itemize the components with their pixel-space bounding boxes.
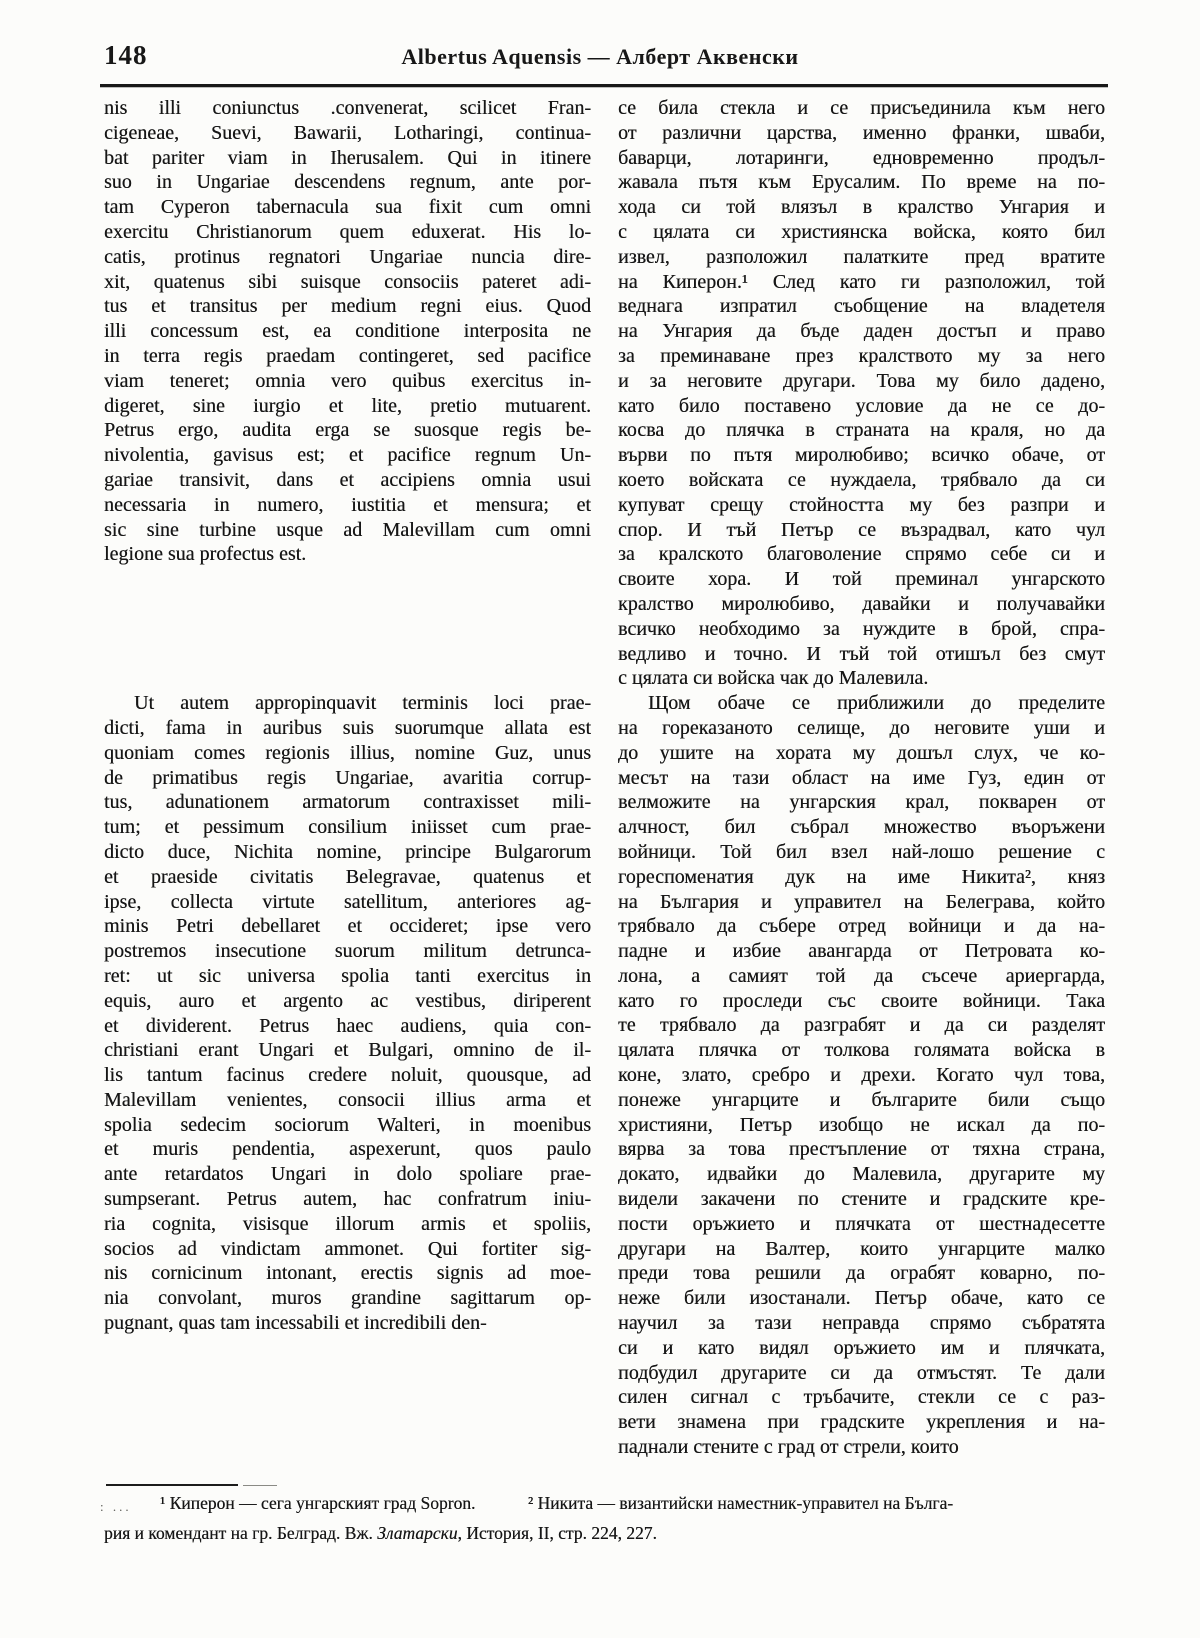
text-line: illi concessum est, ea conditione interposita ne (104, 320, 591, 343)
text-line: извел, разположил палатките пред вратите (618, 245, 1105, 268)
text-line: лона, а самият той да съсече ариергарда, (618, 964, 1105, 987)
page-title: Albertus Aquensis — Алберт Аквенски (401, 44, 799, 69)
text-line: tum; et pessimum consilium iniisset cum prae- (104, 816, 591, 839)
text-line: за преминаване през кралството му за него (618, 344, 1105, 367)
text-line: catis, protinus regnatori Ungariae nuncia dire- (104, 245, 591, 268)
text-line: suo in Ungariae descendens regnum, ante por- (104, 171, 591, 194)
text-line: вети знамена при градските укрепления и на- (618, 1411, 1105, 1434)
bulgarian-text-column (618, 96, 1105, 1460)
text-line: Щом обаче се приближили до пределите (648, 692, 1105, 715)
text-line: купуват срещу стойността му без разпри и (618, 493, 1105, 516)
text-line: Ut autem appropinquavit terminis loci prae- (134, 692, 591, 715)
text-line: своите хора. И той преминал унгарското (618, 568, 1105, 591)
text-line: войници. Той бил взел най-лошо решение с (618, 840, 1105, 863)
text-line: tus et transitus per medium regni eius. Quod (104, 295, 591, 318)
text-line: жавала пътя към Ерусалим. По време на по- (618, 171, 1105, 194)
paragraph (618, 691, 1105, 1460)
text-line: nis cornicinum intonant, erectis signis ad moe- (104, 1262, 591, 1285)
footnote-segment (475, 1493, 528, 1513)
text-line: хода си той влязъл в кралство Унгария и (618, 196, 1105, 219)
text-line: силен сигнал с тръбачите, стекли се с раз- (618, 1386, 1105, 1409)
text-line: което войската се нуждаела, трябвало да си (618, 468, 1105, 491)
text-line: с цялата си християнска войска, която бил (618, 220, 1105, 243)
text-line: sic sine turbine usque ad Malevillam cum omni (104, 518, 591, 541)
text-line: всичко необходимо за нуждите в брой, спра- (618, 617, 1105, 640)
text-line: socios ad vindictam ammonet. Qui fortiter sig- (104, 1237, 591, 1260)
footnote-segment: ² Никита — византийски наместник-управител на Бълга- (527, 1493, 954, 1513)
text-line: гореспоменатия дук на име Никита², княз (618, 865, 1105, 888)
text-line: пости оръжието и плячката от шестнадесетте (618, 1212, 1105, 1235)
text-line: месът на тази област на име Гуз, един от (618, 766, 1105, 789)
text-line: nis illi coniunctus .convenerat, scilicet Fran- (104, 97, 591, 119)
text-line: tus, adunationem armatorum contraxisset mili- (104, 791, 591, 814)
text-line: те трябвало да разграбят и да си разделят (618, 1014, 1105, 1037)
text-line: неже били изостанали. Петър обаче, като се (618, 1287, 1105, 1310)
text-line: minis Petri debellaret et occideret; ipse vero (104, 915, 591, 938)
text-line: ipse, collecta virtute satellitum, anteriores ag- (104, 890, 591, 913)
latin-text-column (104, 96, 591, 1336)
text-line: equis, auro et argento ac vestibus, diriperent (104, 989, 591, 1012)
text-line: et praeside civitatis Belegravae, quatenus et (104, 865, 591, 888)
text-line: баварци, лотаринги, едновременно продъл- (618, 146, 1105, 169)
text-line: ria cognita, visisque illorum armis et spoliis, (104, 1212, 591, 1235)
text-line: кралство миролюбиво, давайки и получавайки (618, 592, 1105, 615)
text-line: sumpserant. Petrus autem, hac confratrum iniu- (104, 1188, 591, 1211)
footnote-line (104, 1518, 1106, 1548)
text-line: паднали стените с град от стрели, които (618, 1436, 959, 1459)
text-line: viam teneret; omnia vero quibus exercitus in- (104, 369, 591, 392)
footnote-separator (106, 1484, 238, 1486)
footnote-line (104, 1488, 1106, 1518)
text-line: ret: ut sic universa spolia tanti exercitus in (104, 964, 591, 987)
text-line: exercitu Christianorum quem eduxerat. His lo- (104, 220, 591, 243)
text-line: tam Cyperon tabernacula sua fixit cum omni (104, 196, 591, 219)
paragraph (104, 96, 591, 567)
text-line: christiani erant Ungari et Bulgari, omnino de il- (104, 1039, 591, 1062)
text-line: nia convolant, muros grandine sagittarum op- (104, 1287, 591, 1310)
text-line: веднага изпратил съобщение на владетеля (618, 295, 1105, 318)
paragraph (104, 691, 591, 1336)
text-line: като било поставено условие да не се до- (618, 394, 1105, 417)
text-line: с цялата си войска чак до Малевила. (618, 667, 929, 690)
text-line: ante retardatos Ungari in dolo spoliare prae- (104, 1163, 591, 1186)
text-line: научил за тази неправда спрямо събратята (618, 1312, 1105, 1335)
text-line: и за неговите другари. Това му било дадено, (618, 369, 1105, 392)
paragraph (618, 96, 1105, 691)
text-line: на България и управител на Белеграва, който (618, 890, 1105, 913)
text-line: dicto duce, Nichita nomine, principe Bulgarorum (104, 840, 591, 863)
text-line: вярва за това престъпление от тяхна страна, (618, 1138, 1105, 1161)
footnote-segment: Златарски (377, 1523, 458, 1543)
text-line: postremos insecutione suorum militum detrunca- (104, 940, 591, 963)
text-line: xit, quatenus sibi suisque consociis pateret adi- (104, 270, 591, 293)
text-line: legione sua profectus est. (104, 543, 307, 566)
text-line: et dividerent. Petrus haec audiens, quia con- (104, 1014, 591, 1037)
text-line: de primatibus regis Ungariae, avaritia corrup- (104, 766, 591, 789)
text-line: другари на Валтер, които унгарците малко (618, 1237, 1105, 1260)
text-line: lis tantum facinus credere noluit, quousque, ad (104, 1064, 591, 1087)
text-line: bat pariter viam in Iherusalem. Qui in itinere (104, 146, 591, 169)
text-line: си и като видял оръжието им и плячката, (618, 1336, 1105, 1359)
text-line: nivolentia, gavisus est; et pacifice regnum Un- (104, 444, 591, 467)
text-line: на гореказаното селище, до неговите уши и (618, 716, 1105, 739)
text-line: на Унгария да бъде даден достъп и право (618, 320, 1105, 343)
footnote-segment: ¹ Киперон — сега унгарският град Sopron. (160, 1493, 476, 1513)
footnotes (104, 1488, 1106, 1548)
text-line: digeret, sine iurgio et lite, pretio mutuarent. (104, 394, 591, 417)
text-line: dicti, fama in auribus suis suorumque allata est (104, 716, 591, 739)
text-line: Malevillam venientes, consocii illius arma et (104, 1088, 591, 1111)
footnote-segment: рия и комендант на гр. Белград. Вж. (104, 1523, 378, 1543)
text-line: in terra regis praedam contingeret, sed pacifice (104, 344, 591, 367)
text-line: косва до плячка в страната на краля, но да (618, 419, 1105, 442)
text-line: християни, Петър изобщо не искал да по- (618, 1113, 1105, 1136)
text-line: Petrus ergo, audita erga se suosque regis be- (104, 419, 591, 442)
text-line: quoniam comes regionis illius, nomine Guz, unus (104, 741, 591, 764)
text-line: спор. И тъй Петър се възрадвал, като чул (618, 518, 1105, 541)
text-line: като го проследи със своите войници. Така (618, 989, 1105, 1012)
footnote-separator-tail (243, 1485, 277, 1486)
text-line: pugnant, quas tam incessabili et incredibili den- (104, 1312, 487, 1335)
text-line: за кралското благоволение спрямо себе си и (618, 543, 1105, 566)
text-line: видели закачени по стените и градските кре- (618, 1188, 1105, 1211)
text-line: от различни царства, именно франки, шваби, (618, 121, 1105, 144)
text-line: до ушите на хората му дошъл слух, че ко- (618, 741, 1105, 764)
text-line: ведливо и точно. И тъй той отишъл без смут (618, 642, 1105, 665)
text-line: коне, злато, сребро и дрехи. Когато чул това, (618, 1064, 1105, 1087)
text-line: подбудил другарите си да отмъстят. Те дали (618, 1361, 1105, 1384)
text-line: et muris pendentia, aspexerunt, quos paulo (104, 1138, 591, 1161)
footnote-segment: , История, II, стр. 224, 227. (457, 1523, 657, 1543)
text-line: цялата плячка от толкова голямата войска в (618, 1039, 1105, 1062)
text-line: понеже унгарците и българите били също (618, 1088, 1105, 1111)
text-line: се била стекла и се присъединила към него (618, 97, 1105, 119)
text-line: cigeneae, Suevi, Bawarii, Lotharingi, continua- (104, 121, 591, 144)
page-number: 148 (104, 40, 148, 70)
text-line: докато, идвайки до Малевила, другарите му (618, 1163, 1105, 1186)
text-line: трябвало да събере отред войници и да на- (618, 915, 1105, 938)
text-line: преди това решили да ограбят коварно, по- (618, 1262, 1105, 1285)
text-line: на Киперон.¹ След като ги разположил, той (618, 270, 1105, 293)
text-line: necessaria in numero, iustitia et mensura; et (104, 493, 591, 516)
text-line: spolia sedecim sociorum Walteri, in moenibus (104, 1113, 591, 1136)
text-line: алчност, бил събрал множество въоръжени (618, 816, 1105, 839)
header-rule (100, 84, 1108, 87)
text-line: падне и избие авангарда от Петровата ко- (618, 940, 1105, 963)
text-line: върви по пътя миролюбиво; всичко обаче, от (618, 444, 1105, 467)
text-line: велможите на унгарския крал, покварен от (618, 791, 1105, 814)
scan-artifact: : ... (100, 1499, 132, 1514)
text-line: gariae transivit, dans et accipiens omnia usui (104, 468, 591, 491)
